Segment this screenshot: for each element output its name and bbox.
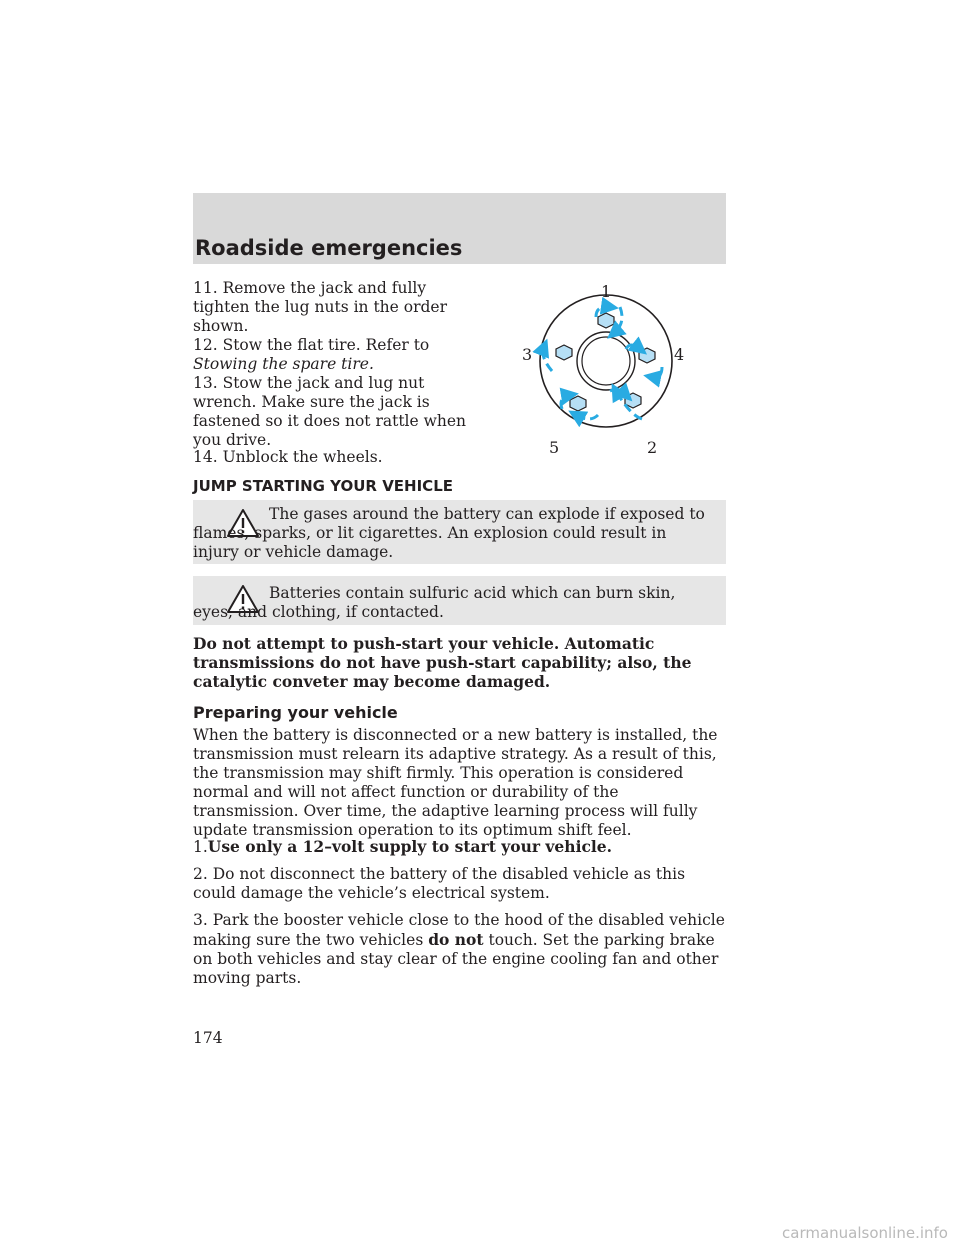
- push-start-note: Do not attempt to push-start your vehicle. Automatic transmissions do not have push-start capability; also, the catalytic conveter may become damaged.: [193, 634, 692, 691]
- lug-nut-tightening-diagram: [500, 275, 700, 475]
- prep-step-3: [193, 911, 726, 988]
- step-12-text: 12. Stow the flat tire. Refer to: [193, 336, 430, 354]
- prep-step-1-text: Use only a 12–volt supply to start your vehicle.: [207, 837, 613, 856]
- lug-label-3: 3: [522, 345, 533, 364]
- step-11: 11. Remove the jack and fully tighten the lug nuts in the order shown.: [193, 279, 448, 335]
- lug-label-4: 4: [674, 345, 685, 364]
- lug-nut-5: [570, 396, 586, 411]
- prep-step-1: [193, 837, 726, 857]
- step-14: 14. Unblock the wheels.: [193, 448, 383, 466]
- page-number: 174: [193, 1029, 223, 1047]
- lug-nut-4: [639, 348, 655, 363]
- prep-step-3-text-a: 3. Park the booster vehicle close to the hood of the disabled vehicle making sure the two vehicles: [193, 911, 725, 949]
- warning-acid-text: Batteries contain sulfuric acid which can burn skin, eyes, and clothing, if contacted.: [193, 584, 676, 621]
- lug-nut-1: [598, 313, 614, 328]
- lug-nut-3: [556, 345, 572, 360]
- step-12: [193, 336, 483, 374]
- warning-explosion-text: The gases around the battery can explode if exposed to flames, sparks, or lit cigarettes. An explosion could result in injury or vehicle damage.: [193, 505, 705, 561]
- step-12-reference: Stowing the spare tire.: [193, 355, 374, 373]
- prep-step-1-number: 1.: [193, 838, 208, 856]
- step-13: 13. Stow the jack and lug nut wrench. Make sure the jack is fastened so it does not rattle when you drive.: [193, 374, 467, 449]
- prep-step-2: 2. Do not disconnect the battery of the disabled vehicle as this could damage the vehicle’s electrical system.: [193, 865, 686, 902]
- preparing-intro: When the battery is disconnected or a new battery is installed, the transmission must relearn its adaptive strategy. As a result of this, the transmission may shift firmly. This operation is considered normal and will not affect function or durability of the transmission. Over time, the adaptive learning process will fully update transmission operation to its optimum shift feel.: [193, 726, 718, 839]
- lug-label-1: 1: [601, 282, 612, 301]
- lug-label-2: 2: [647, 438, 658, 457]
- footer-watermark: carmanualsonline.info: [782, 1224, 948, 1242]
- prep-step-3-text-b: touch. Set the parking brake on both vehicles and stay clear of the engine cooling fan and other moving parts.: [193, 931, 719, 987]
- jump-starting-heading: JUMP STARTING YOUR VEHICLE: [193, 477, 453, 495]
- section-title: Roadside emergencies: [195, 236, 463, 260]
- lug-label-5: 5: [549, 438, 560, 457]
- wheel-hub-center-inner: [582, 337, 630, 385]
- preparing-heading: Preparing your vehicle: [193, 703, 398, 722]
- prep-step-3-emphasis: do not: [428, 930, 484, 949]
